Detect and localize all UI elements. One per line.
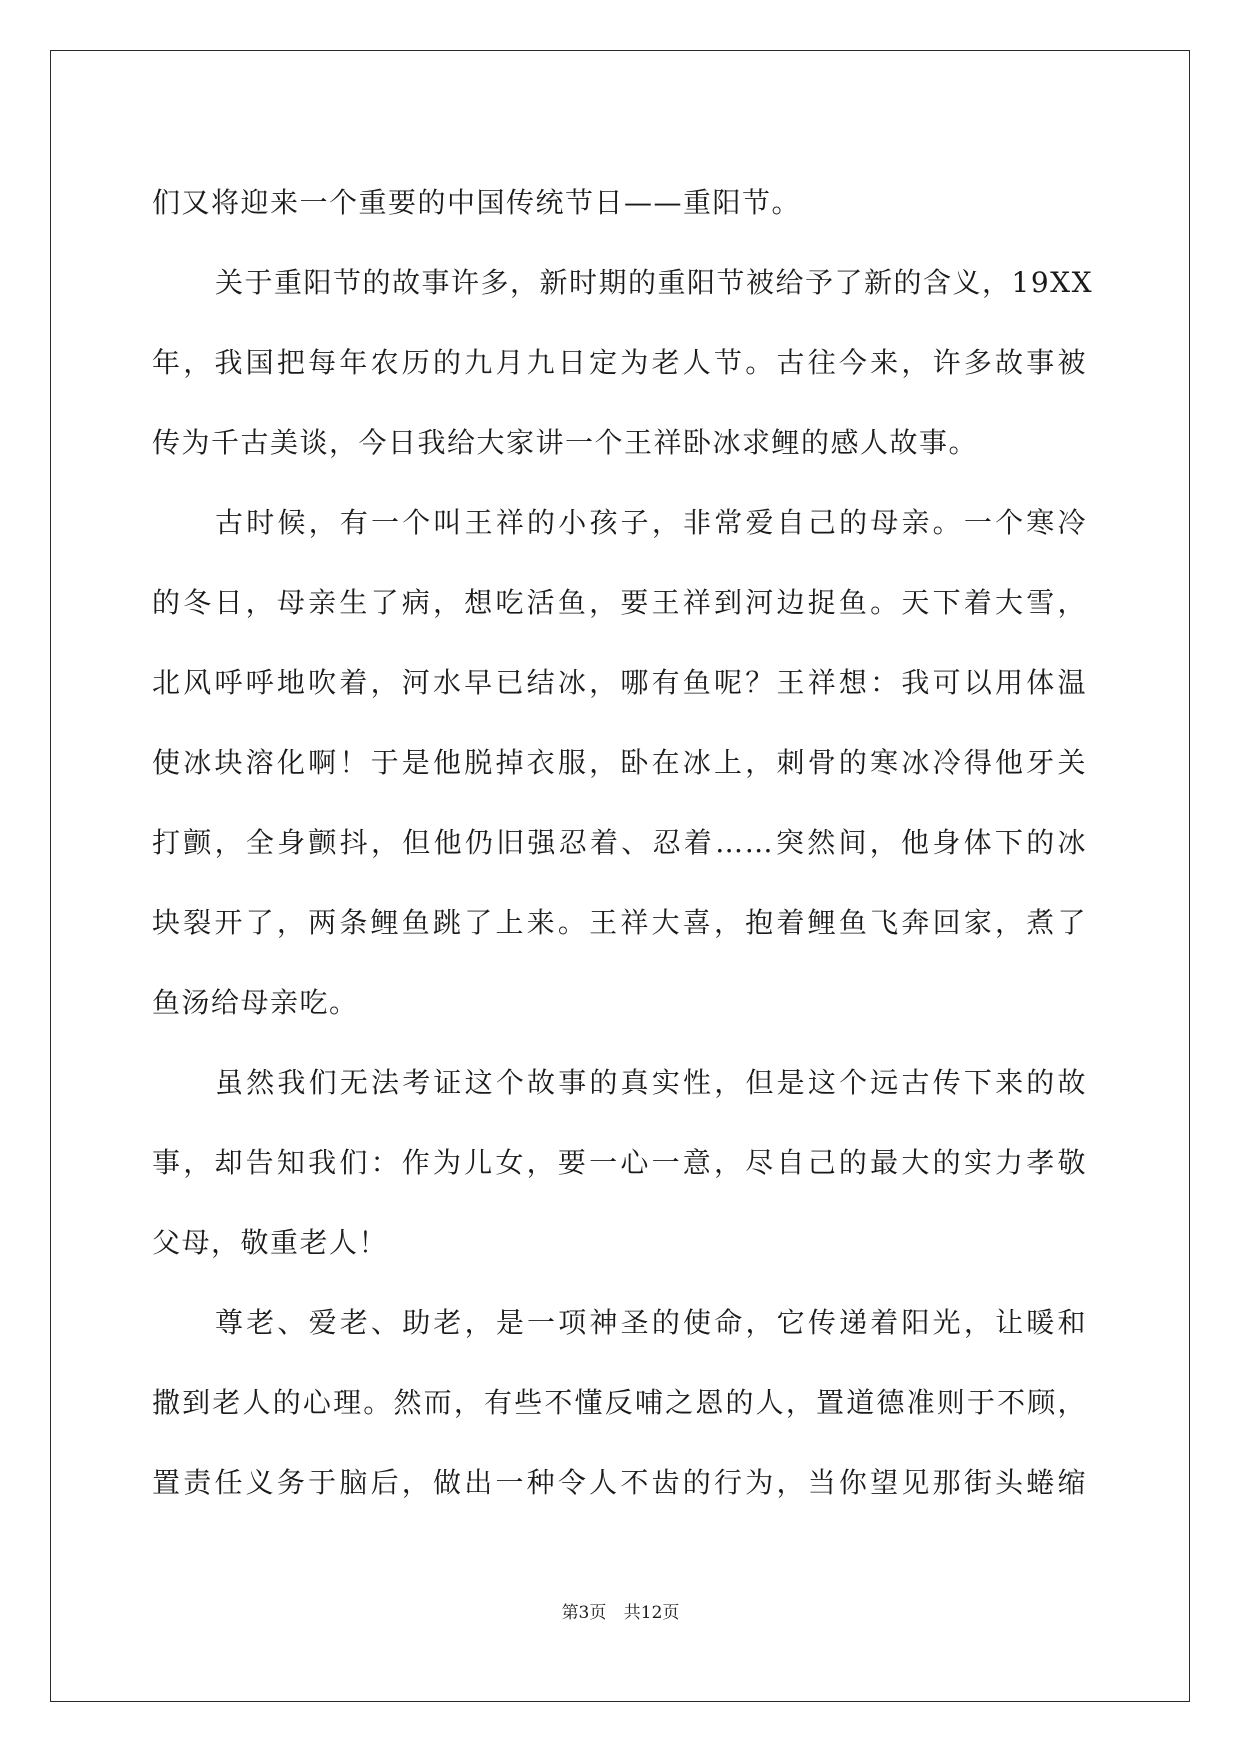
text-line: 使冰块溶化啊！于是他脱掉衣服，卧在冰上，刺骨的寒冰冷得他牙关 [152, 746, 1087, 779]
text-line: 关于重阳节的故事许多，新时期的重阳节被给予了新的含义，19XX [215, 266, 1093, 299]
text-line: 北风呼呼地吹着，河水早已结冰，哪有鱼呢？王祥想：我可以用体温 [152, 666, 1087, 699]
text-line: 事，却告知我们：作为儿女，要一心一意，尽自己的最大的实力孝敬 [152, 1146, 1087, 1179]
text-line: 们又将迎来一个重要的中国传统节日——重阳节。 [152, 186, 802, 219]
text-line: 鱼汤给母亲吃。 [152, 986, 359, 1019]
document-body [152, 163, 1093, 1523]
page-total: 共12页 [623, 1603, 680, 1623]
text-line: 父母，敬重老人！ [152, 1226, 389, 1259]
text-line: 年，我国把每年农历的九月九日定为老人节。古往今来，许多故事被 [152, 346, 1087, 379]
text-line: 打颤，全身颤抖，但他仍旧强忍着、忍着……突然间，他身体下的冰 [152, 826, 1087, 859]
text-line: 的冬日，母亲生了病，想吃活鱼，要王祥到河边捉鱼。天下着大雪， [152, 586, 1087, 619]
page-number: 第3页 [561, 1603, 607, 1623]
text-line: 块裂开了，两条鲤鱼跳了上来。王祥大喜，抱着鲤鱼飞奔回家，煮了 [152, 906, 1087, 939]
text-line: 传为千古美谈，今日我给大家讲一个王祥卧冰求鲤的感人故事。 [152, 426, 979, 459]
page-footer [0, 1598, 1241, 1623]
text-line: 虽然我们无法考证这个故事的真实性，但是这个远古传下来的故 [215, 1066, 1087, 1099]
text-line: 古时候，有一个叫王祥的小孩子，非常爱自己的母亲。一个寒冷 [215, 506, 1087, 539]
text-line: 撒到老人的心理。然而，有些不懂反哺之恩的人，置道德准则于不顾， [152, 1386, 1087, 1419]
text-line: 尊老、爱老、助老，是一项神圣的使命，它传递着阳光，让暖和 [215, 1306, 1087, 1339]
text-line: 置责任义务于脑后，做出一种令人不齿的行为，当你望见那街头蜷缩 [152, 1466, 1087, 1499]
